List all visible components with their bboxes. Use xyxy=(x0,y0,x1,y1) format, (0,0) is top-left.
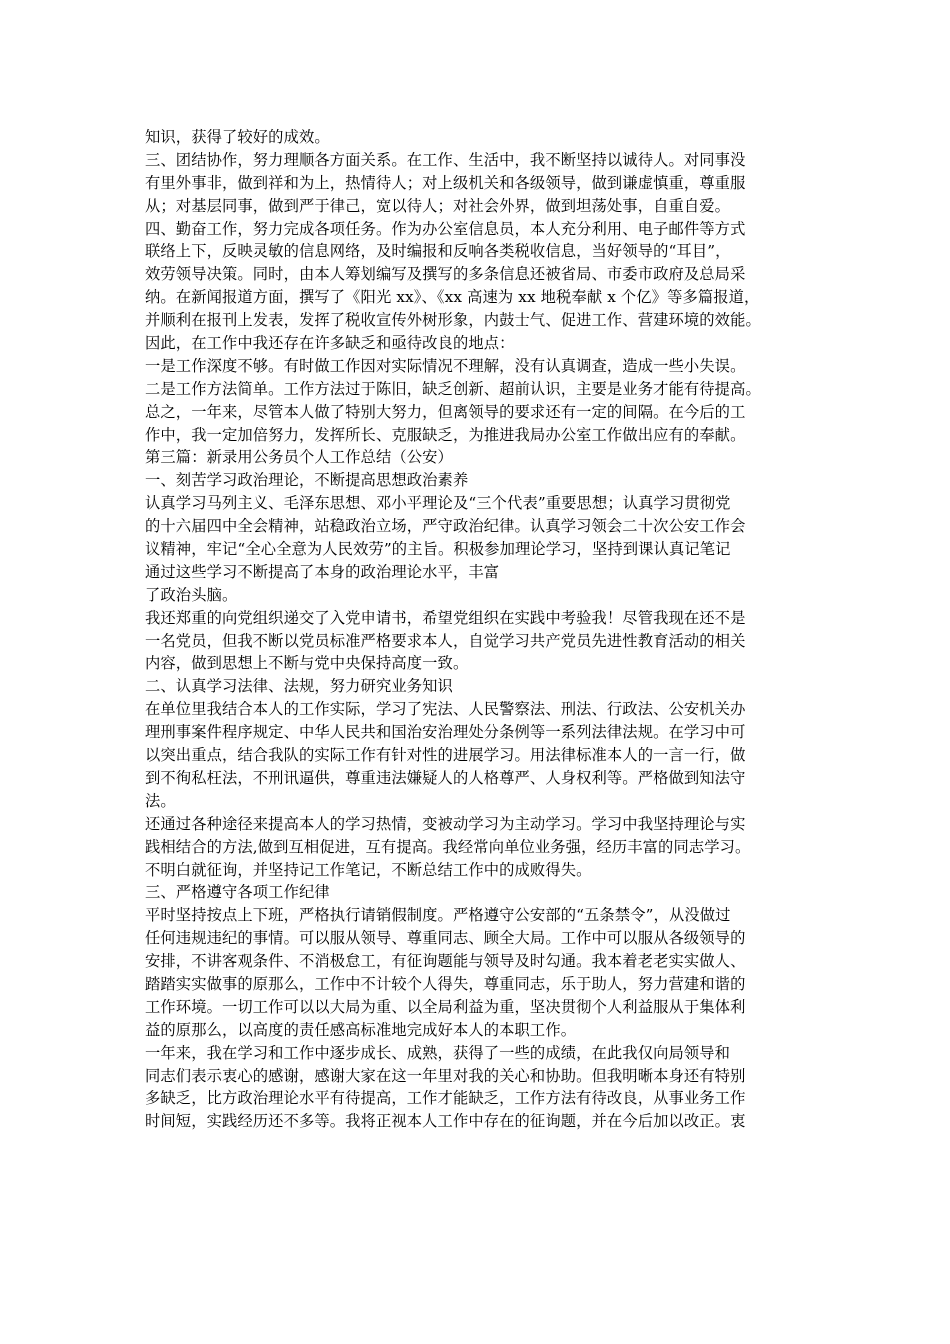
text-line: 纳。在新闻报道方面，撰写了《阳光 xx》、《xx 高速为 xx 地税奉献 x 个亿》等多篇报道， xyxy=(145,288,760,307)
text-line: 从；对基层同事，做到严于律己，宽以待人；对社会外界，做到坦荡处事，自重自爱。 xyxy=(145,196,731,215)
text-line: 多缺乏，比方政治理论水平有待提高，工作才能缺乏，工作方法有待改良，从事业务工作 xyxy=(145,1089,746,1108)
text-line: 总之，一年来，尽管本人做了特别大努力，但离领导的要求还有一定的间隔。在今后的工 xyxy=(145,402,746,421)
text-line: 知识，获得了较好的成效。 xyxy=(145,128,330,146)
text-line: 同志们表示衷心的感谢，感谢大家在这一年里对我的关心和协助。但我明晰本身还有特别 xyxy=(145,1066,746,1085)
text-line: 议精神，牢记“全心全意为人民效劳”的主旨。积极参加理论学习，坚持到课认真记笔记 xyxy=(145,540,731,559)
text-line: 不明白就征询，并坚持记工作笔记，不断总结工作中的成败得失。 xyxy=(145,860,592,879)
text-line: 益的原那么，以高度的责任感高标准地完成好本人的本职工作。 xyxy=(145,1020,577,1039)
text-line: 内容，做到思想上不断与党中央保持高度一致。 xyxy=(145,654,469,673)
text-line: 法。 xyxy=(145,791,176,810)
text-line: 时间短，实践经历还不多等。我将正视本人工作中存在的征询题，并在今后加以改正。衷 xyxy=(145,1112,746,1131)
text-line: 我还郑重的向党组织递交了入党申请书，希望党组织在实践中考验我！尽管我现在还不是 xyxy=(145,608,746,627)
text-line: 认真学习马列主义、毛泽东思想、邓小平理论及“三个代表”重要思想；认真学习贯彻党 xyxy=(145,494,731,513)
text-line: 联络上下，反映灵敏的信息网络，及时编报和反响各类税收信息，当好领导的“耳目”， xyxy=(145,242,731,261)
text-line: 一名党员，但我不断以党员标准严格要求本人，自觉学习共产党员先进性教育活动的相关 xyxy=(145,631,746,650)
text-line: 二是工作方法简单。工作方法过于陈旧，缺乏创新、超前认识，主要是业务才能有待提高。 xyxy=(145,379,761,398)
text-line: 因此，在工作中我还存在许多缺乏和亟待改良的地点： xyxy=(145,334,515,353)
text-line: 有里外事非，做到祥和为上，热情待人；对上级机关和各级领导，做到谦虚慎重，尊重服 xyxy=(145,173,746,192)
text-line: 工作环境。一切工作可以以大局为重、以全局利益为重，坚决贯彻个人利益服从于集体利 xyxy=(145,997,746,1016)
text-line: 作中，我一定加倍努力，发挥所长、克服缺乏，为推进我局办公室工作做出应有的奉献。 xyxy=(145,425,746,444)
text-line: 还通过各种途径来提高本人的学习热情，变被动学习为主动学习。学习中我坚持理论与实 xyxy=(145,814,746,833)
text-line: 四、勤奋工作，努力完成各项任务。作为办公室信息员，本人充分利用、电子邮件等方式 xyxy=(145,219,746,238)
text-line: 在单位里我结合本人的工作实际，学习了宪法、人民警察法、刑法、行政法、公安机关办 xyxy=(145,700,746,719)
text-line: 并顺利在报刊上发表，发挥了税收宣传外树形象，内鼓士气、促进工作、营建环境的效能。 xyxy=(145,311,761,330)
text-line: 一、刻苦学习政治理论，不断提高思想政治素养 xyxy=(145,471,469,490)
text-line: 了政治头脑。 xyxy=(145,585,238,604)
text-line: 二、认真学习法律、法规，努力研究业务知识 xyxy=(145,677,453,696)
text-line: 第三篇：新录用公务员个人工作总结（公安） xyxy=(145,448,453,467)
text-line: 效劳领导决策。同时，由本人筹划编写及撰写的多条信息还被省局、市委市政府及总局采 xyxy=(145,265,746,284)
document-body xyxy=(145,126,815,1133)
text-line: 三、严格遵守各项工作纪律 xyxy=(145,883,330,902)
text-line: 任何违规违纪的事情。可以服从领导、尊重同志、顾全大局。工作中可以服从各级领导的 xyxy=(145,929,746,948)
text-line: 以突出重点，结合我队的实际工作有针对性的进展学习。用法律标准本人的一言一行，做 xyxy=(145,746,746,765)
text-line: 践相结合的方法,做到互相促进，互有提高。我经常向单位业务强，经历丰富的同志学习。 xyxy=(145,837,751,856)
text-line: 通过这些学习不断提高了本身的政治理论水平，丰富 xyxy=(145,562,500,581)
text-line: 三、团结协作，努力理顺各方面关系。在工作、生活中，我不断坚持以诚待人。对同事没 xyxy=(145,150,746,169)
text-line: 到不徇私枉法，不刑讯逼供，尊重违法嫌疑人的人格尊严、人身权利等。严格做到知法守 xyxy=(145,768,746,787)
text-line: 理刑事案件程序规定、中华人民共和国治安治理处分条例等一系列法律法规。在学习中可 xyxy=(145,723,746,742)
text-line: 一年来，我在学习和工作中逐步成长、成熟，获得了一些的成绩，在此我仅向局领导和 xyxy=(145,1043,731,1062)
text-line: 的十六届四中全会精神，站稳政治立场，严守政治纪律。认真学习领会二十次公安工作会 xyxy=(145,517,746,536)
text-line: 一是工作深度不够。有时做工作因对实际情况不理解，没有认真调查，造成一些小失误。 xyxy=(145,356,746,375)
text-line: 平时坚持按点上下班，严格执行请销假制度。严格遵守公安部的“五条禁令”，从没做过 xyxy=(145,906,731,925)
text-line: 踏踏实实做事的原那么，工作中不计较个人得失，尊重同志，乐于助人，努力营建和谐的 xyxy=(145,974,746,993)
text-line: 安排，不讲客观条件、不消极怠工，有征询题能与领导及时勾通。我本着老老实实做人、 xyxy=(145,952,746,971)
